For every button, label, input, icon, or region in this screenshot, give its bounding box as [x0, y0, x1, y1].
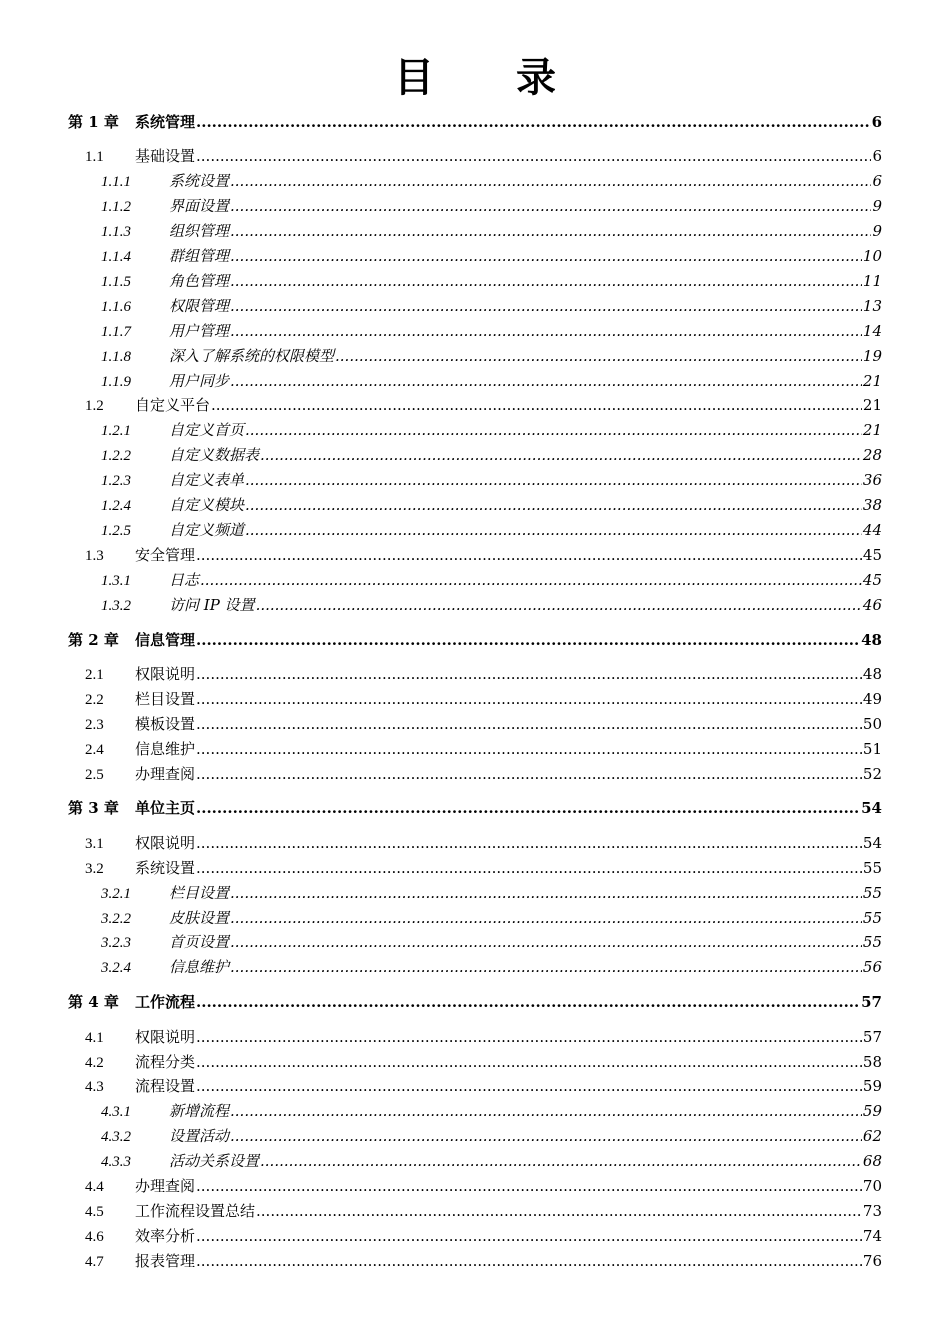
- toc-section-entry[interactable]: [85, 737, 882, 761]
- toc-entry-number: 4.7: [85, 1253, 104, 1270]
- toc-entry-label: 模板设置: [135, 714, 196, 733]
- toc-entry-number: 4.3: [85, 1079, 104, 1096]
- toc-subsection-entry[interactable]: [101, 219, 882, 243]
- toc-section-entry[interactable]: [85, 762, 882, 786]
- toc-subsection-entry[interactable]: [101, 369, 882, 393]
- toc-page-number: 51: [862, 739, 882, 758]
- toc-page-number: 54: [862, 833, 882, 852]
- toc-entry-label: 栏目设置: [169, 883, 230, 902]
- toc-page-number: 36: [862, 471, 882, 490]
- toc-page-number: 55: [862, 858, 882, 877]
- toc-page-number: 21: [862, 396, 882, 415]
- toc-page-number: 19: [862, 346, 882, 365]
- toc-entry-number: 3.2: [85, 860, 104, 877]
- toc-dot-leader: [196, 856, 862, 880]
- toc-entry-label: 设置活动: [169, 1127, 230, 1146]
- toc-entry-label: 自定义频道: [169, 520, 245, 539]
- toc-entry-label: 日志: [169, 570, 200, 589]
- toc-dot-leader: [196, 831, 862, 855]
- toc-entry-number: 第 4 章: [68, 993, 119, 1012]
- toc-page-number: 46: [862, 595, 882, 614]
- toc-subsection-entry[interactable]: [101, 344, 882, 368]
- toc-page-number: 9: [872, 197, 882, 216]
- toc-section-entry[interactable]: [85, 831, 882, 855]
- toc-section-entry[interactable]: [85, 144, 882, 168]
- toc-entry-number: 1.2.3: [101, 473, 131, 490]
- toc-dot-leader: [230, 269, 862, 293]
- toc-section-entry[interactable]: [85, 856, 882, 880]
- toc-dot-leader: [196, 110, 871, 134]
- toc-entry-label: 自定义数据表: [169, 446, 260, 465]
- toc-dot-leader: [196, 1249, 862, 1273]
- toc-dot-leader: [196, 990, 860, 1014]
- toc-page-number: 6: [872, 147, 882, 166]
- toc-subsection-entry[interactable]: [101, 955, 882, 979]
- toc-page-number: 56: [862, 958, 882, 977]
- toc-page-number: 6: [872, 172, 882, 191]
- toc-dot-leader: [245, 468, 862, 492]
- toc-subsection-entry[interactable]: [101, 269, 882, 293]
- toc-dot-leader: [230, 906, 862, 930]
- toc-dot-leader: [260, 443, 862, 467]
- toc-entry-label: 活动关系设置: [169, 1152, 260, 1171]
- toc-page-number: 44: [862, 520, 882, 539]
- toc-chapter-entry[interactable]: [68, 796, 882, 820]
- toc-entry-label: 角色管理: [169, 271, 230, 290]
- toc-dot-leader: [245, 418, 862, 442]
- toc-page-number: 28: [862, 446, 882, 465]
- toc-subsection-entry[interactable]: [101, 493, 882, 517]
- toc-page-number: 55: [862, 933, 882, 952]
- toc-dot-leader: [245, 493, 862, 517]
- toc-chapter-entry[interactable]: [68, 628, 882, 652]
- toc-entry-number: 2.2: [85, 691, 104, 708]
- toc-entry-number: 1.2: [85, 398, 104, 415]
- toc-subsection-entry[interactable]: [101, 518, 882, 542]
- toc-entry-number: 4.2: [85, 1054, 104, 1071]
- toc-entry-label: 深入了解系统的权限模型: [169, 346, 335, 365]
- toc-entry-number: 4.1: [85, 1029, 104, 1046]
- toc-dot-leader: [230, 1124, 862, 1148]
- toc-entry-number: 4.5: [85, 1203, 104, 1220]
- toc-entry-number: 3.2.4: [101, 960, 131, 977]
- toc-entry-number: 1.1.2: [101, 199, 131, 216]
- toc-section-entry[interactable]: [85, 662, 882, 686]
- toc-subsection-entry[interactable]: [101, 593, 882, 617]
- toc-subsection-entry[interactable]: [101, 418, 882, 442]
- toc-subsection-entry[interactable]: [101, 1149, 882, 1173]
- toc-entry-label: 群组管理: [169, 247, 230, 265]
- toc-dot-leader: [196, 1050, 862, 1074]
- toc-entry-label: 工作流程: [135, 993, 196, 1012]
- toc-dot-leader: [230, 319, 862, 343]
- toc-entry-number: 第 2 章: [68, 630, 119, 649]
- toc-entry-label: 办理查阅: [135, 1177, 196, 1195]
- toc-entry-label: 效率分析: [135, 1226, 196, 1245]
- toc-entry-label: 自定义模块: [169, 496, 245, 514]
- toc-entry-number: 1.3.1: [101, 572, 131, 589]
- toc-entry-number: 1.1.9: [101, 373, 131, 390]
- toc-entry-label: 信息维护: [169, 958, 230, 977]
- toc-entry-label: 报表管理: [135, 1251, 196, 1270]
- toc-entry-number: 3.2.3: [101, 935, 131, 952]
- toc-section-entry[interactable]: [85, 393, 882, 417]
- toc-subsection-entry[interactable]: [101, 319, 882, 343]
- toc-subsection-entry[interactable]: [101, 881, 882, 905]
- toc-dot-leader: [230, 294, 862, 318]
- toc-dot-leader: [196, 628, 860, 652]
- toc-entry-number: 1.1.8: [101, 348, 131, 365]
- toc-entry-number: 第 3 章: [68, 799, 119, 818]
- toc-dot-leader: [230, 219, 871, 243]
- toc-dot-leader: [335, 344, 862, 368]
- toc-dot-leader: [196, 662, 862, 686]
- toc-page-number: 10: [862, 247, 882, 265]
- toc-page-number: 55: [862, 883, 882, 902]
- toc-entry-label: 新增流程: [169, 1102, 230, 1121]
- toc-page-number: 50: [862, 714, 882, 733]
- toc-dot-leader: [196, 712, 862, 736]
- toc-dot-leader: [245, 518, 862, 542]
- toc-page-number: 21: [862, 371, 882, 390]
- toc-dot-leader: [256, 593, 862, 617]
- toc-page-number: 57: [862, 1027, 882, 1046]
- toc-dot-leader: [196, 543, 862, 567]
- toc-section-entry[interactable]: [85, 543, 882, 567]
- toc-section-entry[interactable]: [85, 1249, 882, 1273]
- toc-subsection-entry[interactable]: [101, 468, 882, 492]
- toc-dot-leader: [196, 1174, 862, 1198]
- toc-entry-label: 信息维护: [135, 739, 196, 758]
- toc-subsection-entry[interactable]: [101, 906, 882, 930]
- toc-entry-number: 2.5: [85, 766, 104, 783]
- toc-entry-number: 1.2.2: [101, 448, 131, 465]
- toc-entry-number: 4.3.3: [101, 1154, 131, 1171]
- toc-page-number: 55: [862, 908, 882, 927]
- toc-page-number: 48: [861, 630, 882, 649]
- toc-page-number: 62: [862, 1127, 882, 1146]
- toc-subsection-entry[interactable]: [101, 443, 882, 467]
- toc-page-number: 68: [862, 1152, 882, 1171]
- toc-entry-label: 权限管理: [169, 296, 230, 315]
- toc-page-number: 21: [862, 421, 882, 440]
- toc-entry-label: 流程分类: [135, 1052, 196, 1071]
- toc-page-number: 49: [862, 689, 882, 708]
- toc-entry-number: 1.3: [85, 547, 104, 564]
- toc-section-entry[interactable]: [85, 1050, 882, 1074]
- toc-dot-leader: [230, 1099, 862, 1123]
- toc-entry-label: 单位主页: [135, 799, 196, 818]
- toc-entry-number: 4.3.2: [101, 1129, 131, 1146]
- toc-entry-label: 皮肤设置: [169, 908, 230, 927]
- toc-entry-label: 工作流程设置总结: [135, 1201, 256, 1220]
- toc-dot-leader: [196, 762, 862, 786]
- toc-page-number: 76: [862, 1251, 882, 1270]
- toc-entry-number: 4.6: [85, 1228, 104, 1245]
- toc-section-entry[interactable]: [85, 687, 882, 711]
- toc-entry-label: 自定义平台: [135, 396, 211, 415]
- toc-page-number: 70: [862, 1177, 882, 1195]
- toc-dot-leader: [196, 144, 871, 168]
- toc-entry-label: 办理查阅: [135, 764, 196, 783]
- toc-entry-number: 1.1.5: [101, 273, 131, 290]
- toc-subsection-entry[interactable]: [101, 294, 882, 318]
- toc-page-number: 11: [862, 271, 882, 290]
- toc-dot-leader: [230, 369, 862, 393]
- toc-entry-label: 信息管理: [135, 630, 196, 649]
- toc-entry-label: 安全管理: [135, 545, 196, 564]
- toc-subsection-entry[interactable]: [101, 1124, 882, 1148]
- toc-entry-number: 2.4: [85, 741, 104, 758]
- toc-entry-label: 权限说明: [135, 833, 196, 852]
- toc-entry-label: 界面设置: [169, 197, 230, 216]
- toc-chapter-entry[interactable]: [68, 110, 882, 134]
- toc-entry-number: 第 1 章: [68, 113, 119, 131]
- toc-entry-label: 栏目设置: [135, 689, 196, 708]
- toc-entry-label: 流程设置: [135, 1077, 196, 1096]
- toc-entry-number: 1.3.2: [101, 597, 131, 614]
- toc-dot-leader: [260, 1149, 862, 1173]
- toc-chapter-entry[interactable]: [68, 990, 882, 1014]
- toc-dot-leader: [196, 737, 862, 761]
- toc-entry-number: 1.1.1: [101, 174, 131, 191]
- toc-dot-leader: [211, 393, 862, 417]
- toc-page-number: 58: [862, 1052, 882, 1071]
- toc-entry-number: 1.2.4: [101, 498, 131, 514]
- toc-section-entry[interactable]: [85, 1199, 882, 1223]
- toc-dot-leader: [256, 1199, 862, 1223]
- toc-dot-leader: [230, 930, 862, 954]
- toc-page-number: 74: [862, 1226, 882, 1245]
- toc-entry-number: 2.3: [85, 716, 104, 733]
- toc-entry-label: 用户同步: [169, 371, 230, 390]
- toc-page-number: 57: [861, 993, 882, 1012]
- toc-entry-number: 1.1.7: [101, 323, 131, 340]
- toc-entry-number: 1.1.6: [101, 298, 131, 315]
- toc-entry-number: 4.4: [85, 1179, 104, 1195]
- toc-entry-number: 4.3.1: [101, 1104, 131, 1121]
- toc-page-number: 59: [862, 1102, 882, 1121]
- toc-entry-number: 3.2.1: [101, 885, 131, 902]
- toc-page-number: 45: [862, 545, 882, 564]
- toc-entry-number: 1.1.4: [101, 249, 131, 265]
- toc-section-entry[interactable]: [85, 1224, 882, 1248]
- toc-entry-number: 1.1: [85, 149, 104, 166]
- toc-page-number: 73: [862, 1201, 882, 1220]
- toc-section-entry[interactable]: [85, 1025, 882, 1049]
- toc-page-number: 38: [862, 496, 882, 514]
- toc-entry-number: 1.2.5: [101, 522, 131, 539]
- toc-subsection-entry[interactable]: [101, 930, 882, 954]
- toc-entry-label: 系统设置: [135, 858, 196, 877]
- toc-subsection-entry[interactable]: [101, 1099, 882, 1123]
- toc-page-number: 9: [872, 222, 882, 241]
- toc-subsection-entry[interactable]: [101, 568, 882, 592]
- toc-page-number: 48: [862, 664, 882, 683]
- toc-page-number: 52: [862, 764, 882, 783]
- toc-dot-leader: [230, 169, 871, 193]
- toc-page-number: 54: [861, 799, 882, 818]
- toc-entry-label: 系统设置: [169, 172, 230, 191]
- toc-entry-number: 3.2.2: [101, 910, 131, 927]
- toc-entry-label: 系统管理: [135, 113, 196, 131]
- page-title: 目 录: [394, 55, 590, 101]
- toc-entry-label: 自定义表单: [169, 471, 245, 490]
- toc-page-number: 6: [871, 113, 882, 131]
- toc-section-entry[interactable]: [85, 1174, 882, 1198]
- toc-dot-leader: [230, 881, 862, 905]
- toc-entry-number: 2.1: [85, 666, 104, 683]
- toc-dot-leader: [196, 1074, 862, 1098]
- toc-dot-leader: [196, 796, 860, 820]
- toc-page-number: 45: [862, 570, 882, 589]
- toc-page-number: 59: [862, 1077, 882, 1096]
- toc-dot-leader: [230, 244, 862, 268]
- toc-entry-label: 权限说明: [135, 1027, 196, 1046]
- toc-subsection-entry[interactable]: [101, 194, 882, 218]
- toc-page-number: 14: [862, 321, 882, 340]
- toc-entry-label: 组织管理: [169, 222, 230, 241]
- toc-page-number: 13: [862, 296, 882, 315]
- toc-dot-leader: [230, 194, 871, 218]
- toc-dot-leader: [196, 1025, 862, 1049]
- toc-dot-leader: [196, 687, 862, 711]
- toc-section-entry[interactable]: [85, 712, 882, 736]
- toc-entry-label: 自定义首页: [169, 421, 245, 440]
- toc-entry-number: 1.1.3: [101, 224, 131, 241]
- toc-entry-label: 用户管理: [169, 321, 230, 340]
- toc-dot-leader: [230, 955, 862, 979]
- toc-entry-number: 1.2.1: [101, 423, 131, 440]
- toc-entry-label: 首页设置: [169, 933, 230, 952]
- toc-subsection-entry[interactable]: [101, 244, 882, 268]
- toc-subsection-entry[interactable]: [101, 169, 882, 193]
- toc-entry-number: 3.1: [85, 835, 104, 852]
- toc-entry-label: 权限说明: [135, 664, 196, 683]
- toc-entry-label: 基础设置: [135, 147, 196, 166]
- toc-section-entry[interactable]: [85, 1074, 882, 1098]
- toc-dot-leader: [200, 568, 862, 592]
- toc-dot-leader: [196, 1224, 862, 1248]
- toc-entry-label: 访问 IP 设置: [169, 595, 255, 614]
